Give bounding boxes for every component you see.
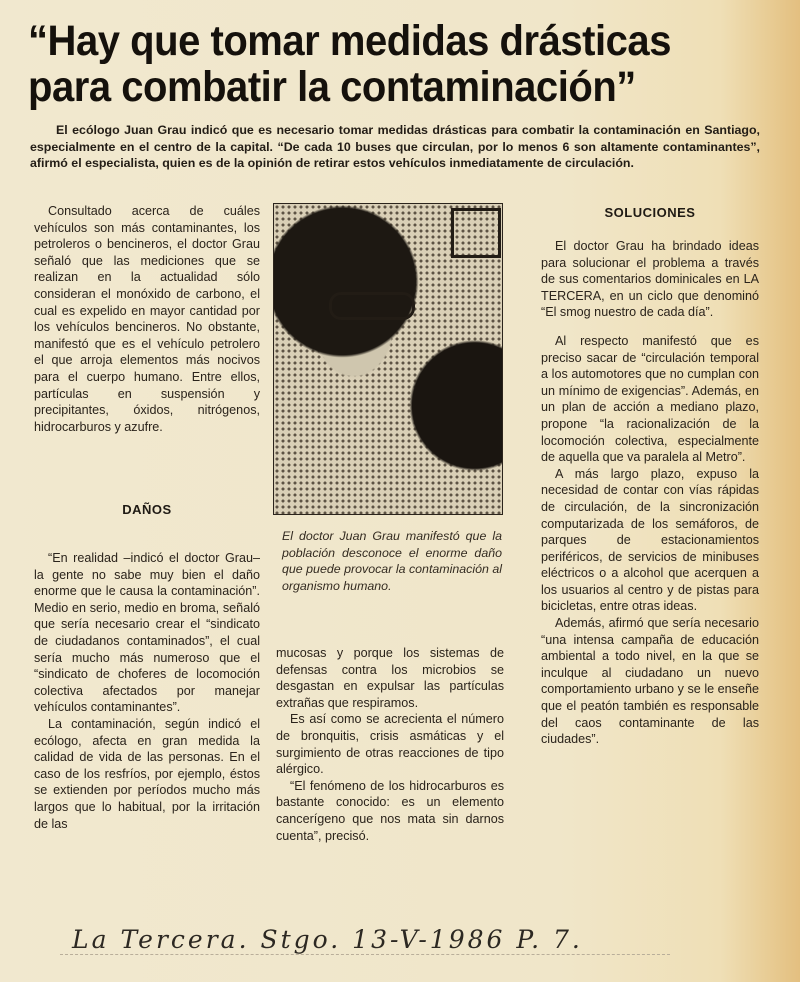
paragraph: Al respecto manifestó que es preciso sacar de “circulación temporal a los automotores que no cumplan con un mínimo de exigencias”. Además, en un plan de acción a mediano plazo, propone “la racionalización de la locomoción colectiva, especialmente de aquella que va paralela al Metro”. (541, 333, 759, 465)
subhead-soluciones-wrap (541, 205, 759, 220)
photo-background-frame (451, 208, 501, 258)
subhead-danos: DAÑOS (122, 502, 172, 517)
paragraph: La contaminación, según indicó el ecólogo, afecta en gran medida la calidad de vida de las personas. En el caso de los resfríos, por ejemplo, éstos se extienden por períodos mucho más largos que lo habitual, por la irritación de las (34, 716, 260, 831)
headline (28, 18, 716, 110)
headline-line-2: para combatir la contaminación” (28, 63, 636, 111)
subhead-soluciones: SOLUCIONES (604, 205, 696, 220)
paragraph: mucosas y porque los sistemas de defensas contra los microbios se desgastan en expulsar las partículas extrañas que respiramos. (276, 646, 504, 710)
paragraph: Consultado acerca de cuáles vehículos son más contaminantes, los petroleros o bencineros, el doctor Grau señaló que las mediciones que se realizan en la actualidad sólo consideran el monóxido de carbono, el cual es expelido en mayor cantidad por los vehículos bencineros. No obstante, manifestó que es el vehículo petrolero el que arroja elementos más nocivos para el cuerpo humano. Entre ellos, partículas en suspensión y precipitantes, óxidos, nitrógenos, hidrocarburos y azufre. (34, 204, 260, 434)
column-middle (276, 645, 504, 844)
photo-caption: El doctor Juan Grau manifestó que la población desconoce el enorme daño que puede provocar la contaminación al organismo humano. (282, 529, 502, 593)
headline-line-1: “Hay que tomar medidas drásticas (28, 17, 671, 65)
column-right (541, 238, 759, 748)
paragraph: El doctor Grau ha brindado ideas para solucionar el problema a través de sus comentarios dominicales en LA TERCERA, en un ciclo que denominó “El smog nuestro de cada día”. (541, 239, 759, 320)
photo-glasses-detail (329, 292, 415, 320)
handwritten-source-note: La Tercera. Stgo. 13-V-1986 P. 7. (72, 925, 583, 954)
handwriting-baseline (60, 954, 670, 955)
paragraph: A más largo plazo, expuso la necesidad de contar con vías rápidas de circulación, de la sincronización computarizada de los semáforos, de parques de estacionamientos periféricos, de servicios de minibuses eléctricos o a alcohol que acerquen a los usuarios al centro y de pistas para bicicletas, entre otras ideas. (541, 466, 759, 614)
paragraph: “En realidad –indicó el doctor Grau– la gente no sabe muy bien el daño enorme que le causa la contaminación”. Medio en serio, medio en broma, señaló que sería necesario crear el “sindicato de ciudadanos contaminados”, el cual sería mucho más numeroso que el “sindicato de choferes de locomoción colectiva afectados por manejar vehículos contaminantes”. (34, 551, 260, 715)
column-left (34, 203, 260, 435)
paragraph: Además, afirmó que sería necesario “una intensa campaña de educación ambiental a todo nivel, en la que se inculque al ciudadano un nuevo comportamiento urbano y se le enseñe que el peatón también es responsable del caos contaminante de las ciudades”. (541, 616, 759, 747)
lede-paragraph: El ecólogo Juan Grau indicó que es necesario tomar medidas drásticas para combatir la contaminación en Santiago, especialmente en el centro de la capital. “De cada 10 buses que circulan, por lo menos 6 son altamente contaminantes”, afirmó el especialista, quien es de la opinión de retirar estos vehículos inmediatamente de circulación. (30, 123, 760, 170)
column-left-continued (34, 550, 260, 832)
portrait-photo (273, 203, 503, 515)
subhead-danos-wrap (34, 502, 260, 517)
paragraph: Es así como se acrecienta el número de bronquitis, crisis asmáticas y el surgimiento de otras reacciones de tipo alérgico. (276, 712, 504, 777)
paragraph: “El fenómeno de los hidrocarburos es bastante conocido: es un elemento cancerígeno que nos mata sin darnos cuenta”, precisó. (276, 778, 504, 843)
